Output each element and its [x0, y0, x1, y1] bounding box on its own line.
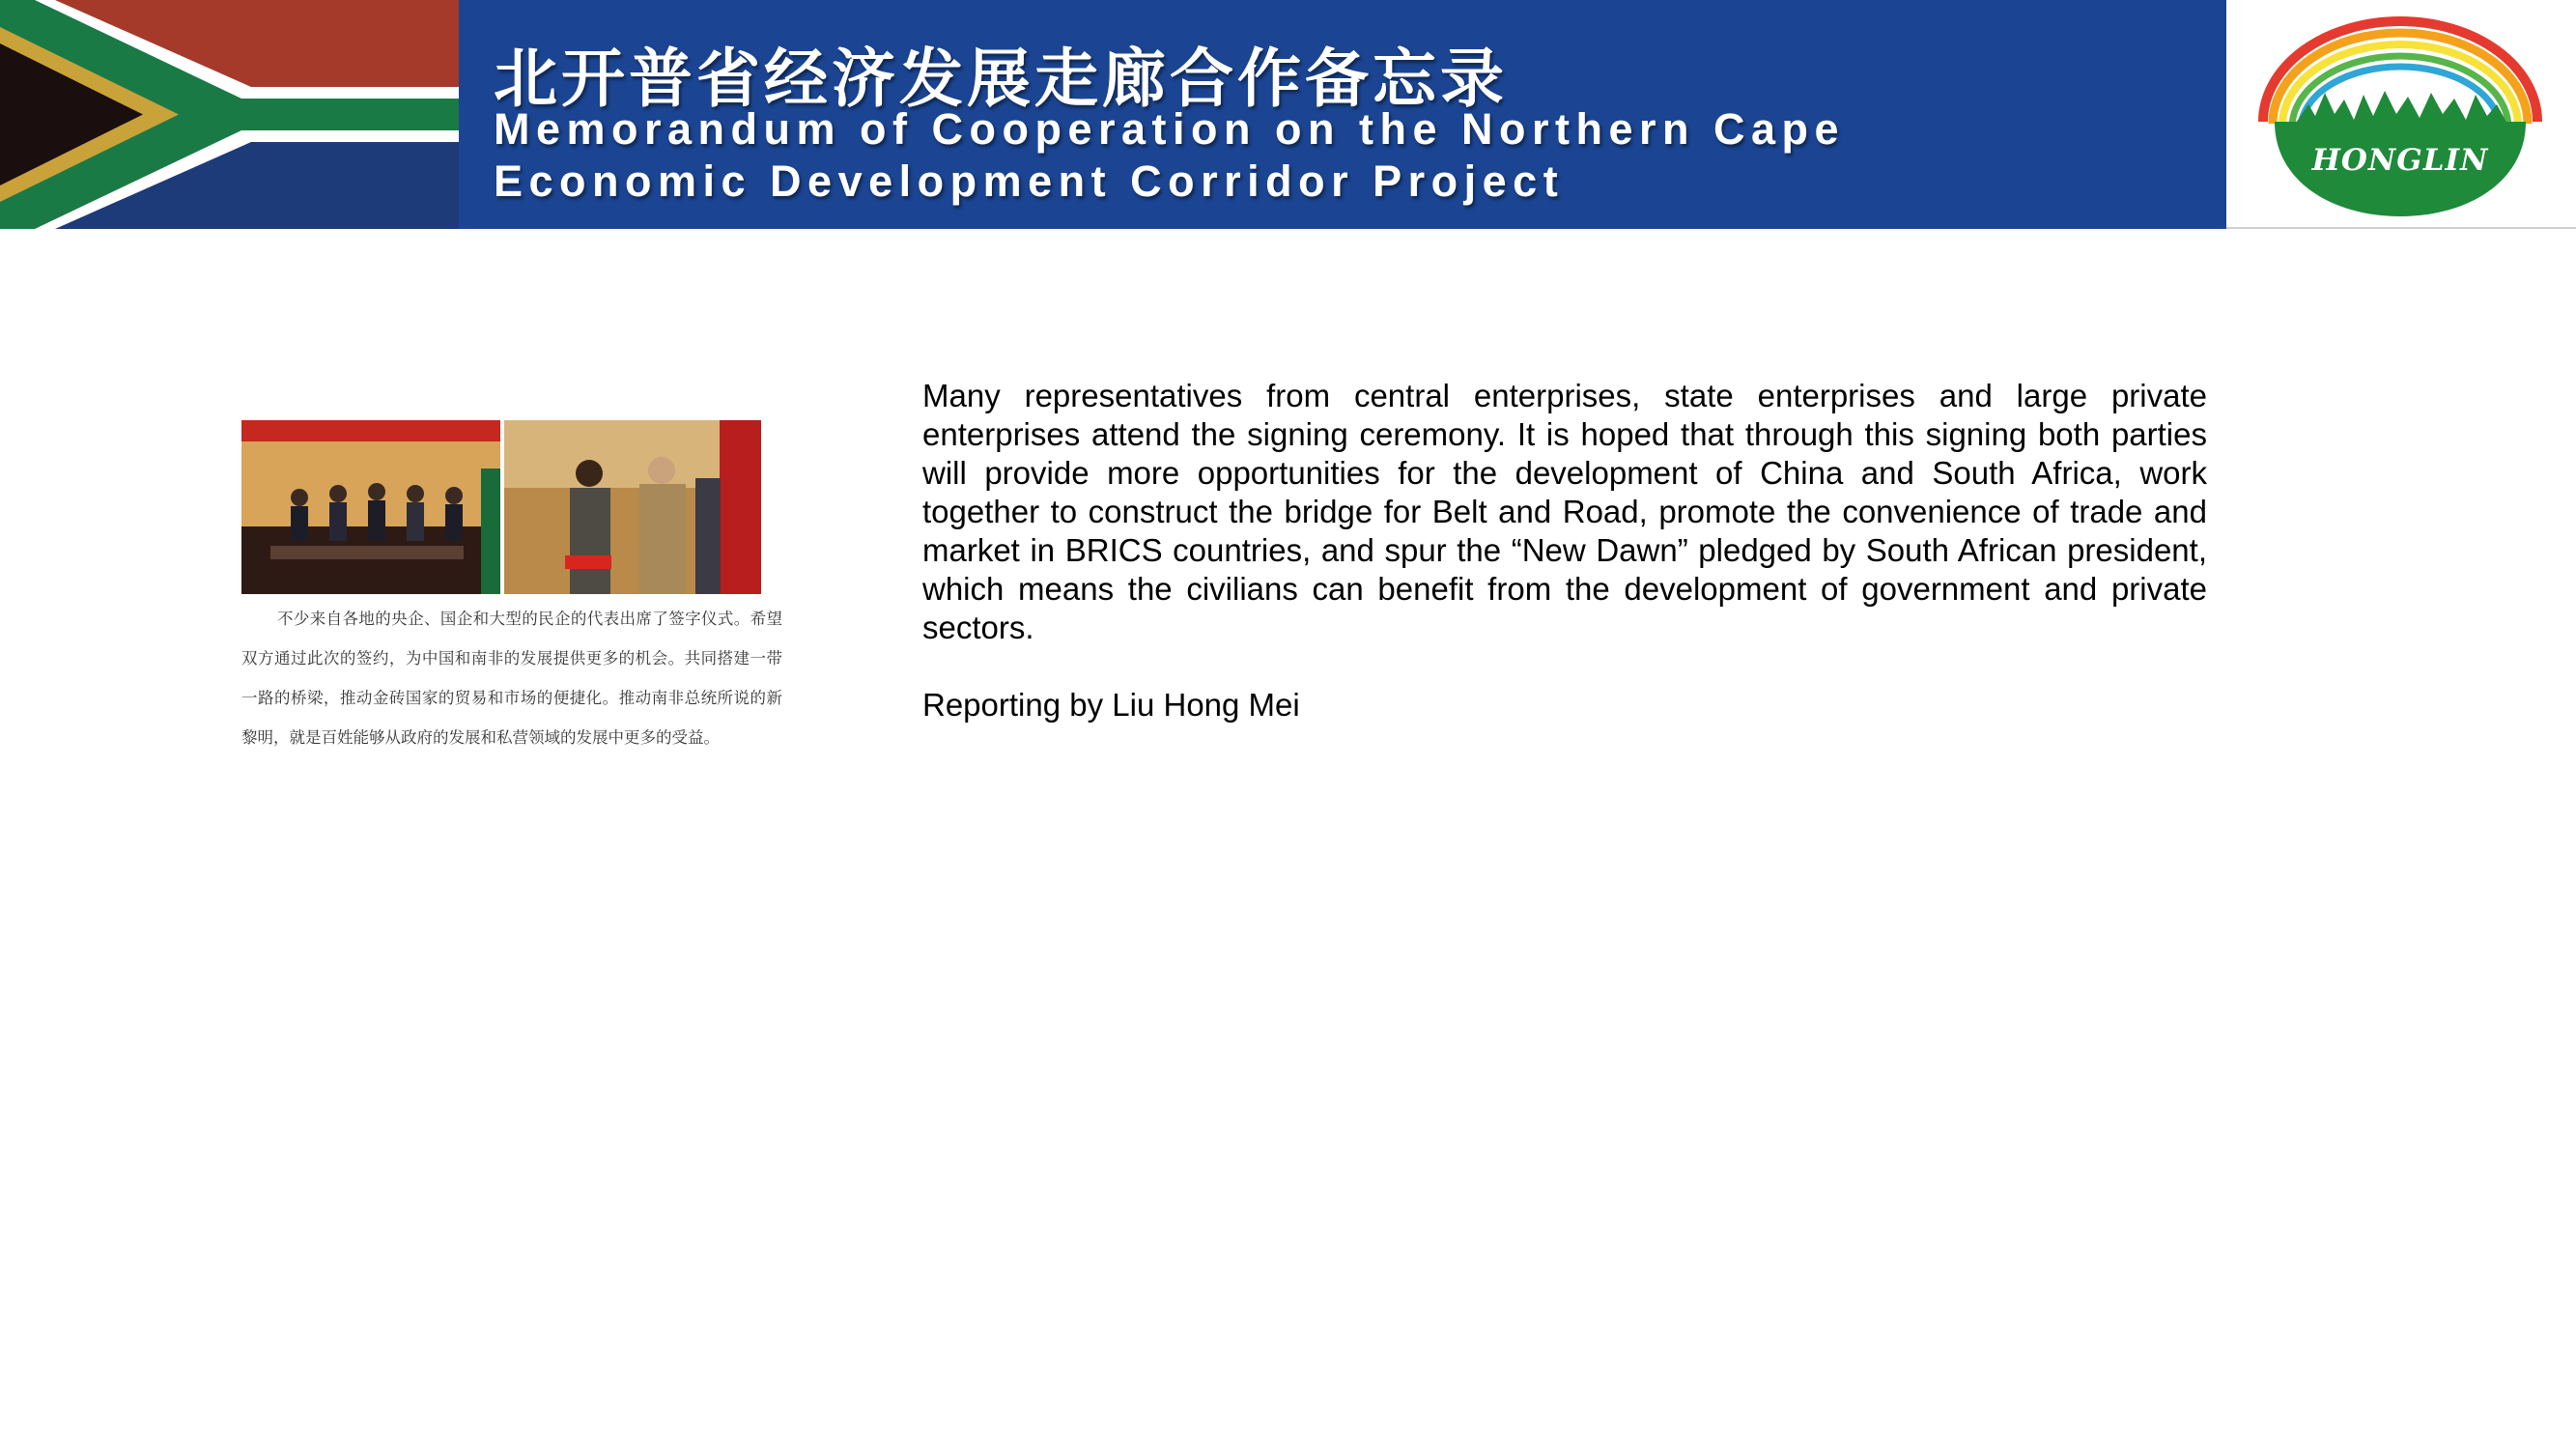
- photo-caption-chinese: 不少来自各地的央企、国企和大型的民企的代表出席了签字仪式。希望双方通过此次的签约，为中国和南非的发展提供更多的机会。共同搭建一带一路的桥梁，推动金砖国家的贸易和市场的便捷化。推动南非总统所说的新黎明，就是百姓能够从政府的发展和私营领域的发展中更多的受益。: [241, 610, 782, 747]
- signing-ceremony-photo: [241, 420, 761, 594]
- title-chinese: 北开普省经济发展走廊合作备忘录: [494, 42, 1508, 116]
- title-english-line1: Memorandum of Cooperation on the Northern Cape: [494, 104, 1846, 154]
- header-banner: [0, 0, 2576, 229]
- logo-text: HONGLIN: [2311, 143, 2489, 178]
- reporter-credit: Reporting by Liu Hong Mei: [922, 687, 1300, 723]
- honglin-logo: [2255, 8, 2545, 222]
- body-paragraph: Many representatives from central enterprises, state enterprises and large private enterprises attend the signing ceremony. It is hoped that through this signing both parties will provide more opportunities for the development of China and South Africa, work together to construct the bridge for Belt and Road, promote the convenience of trade and market in BRICS countries, and spur the “New Dawn” pledged by South African president, which means the civilians can benefit from the development of government and private sectors.: [922, 378, 2207, 645]
- title-band: [459, 0, 2226, 229]
- title-english-line2: Economic Development Corridor Project: [494, 156, 1565, 206]
- logo-area: [2226, 0, 2576, 229]
- south-africa-flag: [0, 0, 459, 229]
